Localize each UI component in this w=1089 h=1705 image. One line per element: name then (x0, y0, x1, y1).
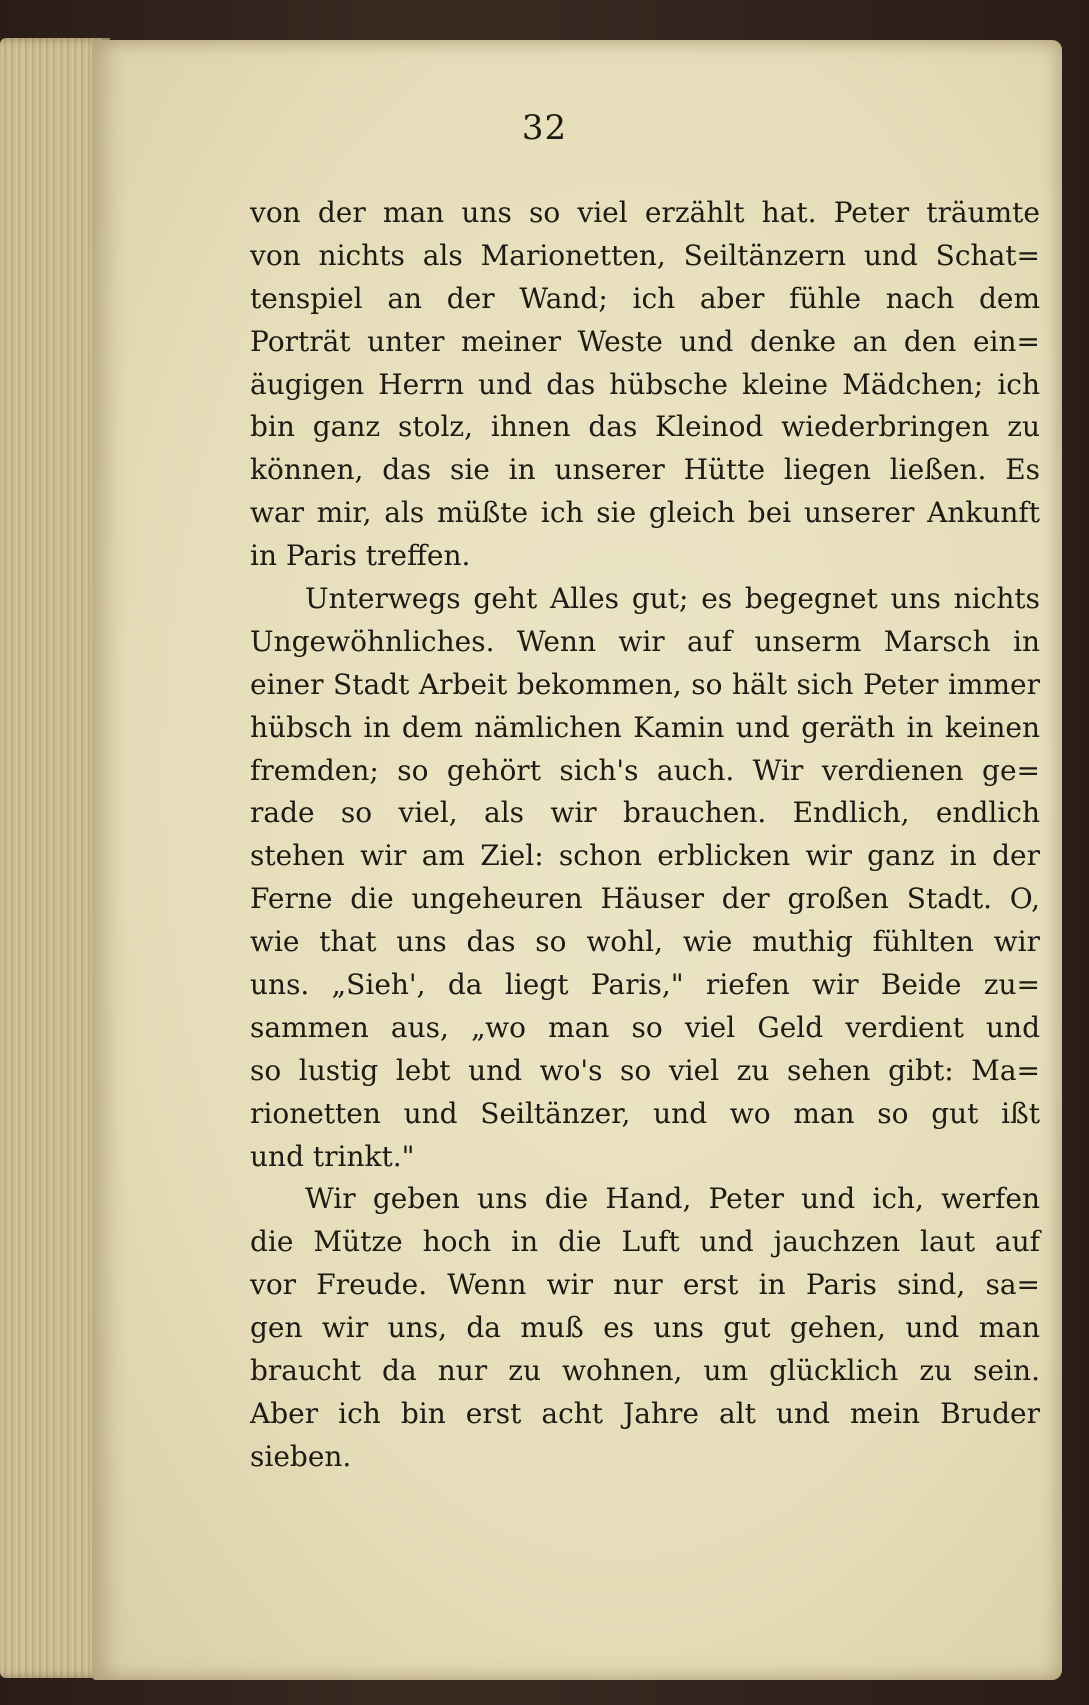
text-line: sieben. (250, 1439, 352, 1473)
text-line: von nichts als Marionetten, Seiltänzern und Schat= (250, 238, 1040, 272)
text-line: vor Freude. Wenn wir nur erst in Paris sind, sa= (250, 1268, 1040, 1302)
text-line: uns. „Sieh', da liegt Paris," riefen wir Beide zu= (250, 968, 1040, 1002)
page-number: 32 (521, 108, 568, 148)
text-line: fremden; so gehört sich's auch. Wir verdienen ge= (250, 753, 1040, 787)
text-line: wie that uns das so wohl, wie muthig fühlten wir (250, 925, 1040, 959)
text-line: die Mütze hoch in die Luft und jauchzen laut auf (250, 1225, 1040, 1259)
text-line: hübsch in dem nämlichen Kamin und geräth in keinen (250, 710, 1040, 744)
text-line: sammen aus, „wo man so viel Geld verdient und (250, 1010, 1040, 1044)
text-line: in Paris treffen. (250, 539, 471, 573)
text-line: stehen wir am Ziel: schon erblicken wir ganz in der (250, 839, 1040, 873)
text-line: Ungewöhnliches. Wenn wir auf unserm Marsch in (250, 624, 1040, 658)
text-line: Aber ich bin erst acht Jahre alt und mein Bruder (250, 1396, 1040, 1430)
text-line: Wir geben uns die Hand, Peter und ich, werfen (305, 1182, 1040, 1216)
text-line: war mir, als müßte ich sie gleich bei unserer Ankunft (250, 496, 1040, 530)
text-line: einer Stadt Arbeit bekommen, so hält sich Peter immer (250, 667, 1040, 701)
text-line: bin ganz stolz, ihnen das Kleinod wiederbringen zu (250, 410, 1040, 444)
text-line: gen wir uns, da muß es uns gut gehen, und man (250, 1311, 1040, 1345)
text-line: von der man uns so viel erzählt hat. Peter träumte (250, 196, 1040, 229)
text-line: Porträt unter meiner Weste und denke an den ein= (250, 324, 1040, 358)
text-line: und trinkt." (250, 1139, 415, 1173)
text-line: rionetten und Seiltänzer, und wo man so gut ißt (250, 1096, 1040, 1130)
body-text (250, 192, 1040, 1479)
text-line: braucht da nur zu wohnen, um glücklich zu sein. (250, 1354, 1040, 1388)
text-line: tenspiel an der Wand; ich aber fühle nach dem (250, 281, 1040, 315)
text-line: so lustig lebt und wo's so viel zu sehen gibt: Ma= (250, 1053, 1040, 1087)
text-line: Unterwegs geht Alles gut; es begegnet uns nichts (305, 582, 1040, 616)
text-line: können, das sie in unserer Hütte liegen ließen. Es (250, 453, 1040, 487)
text-line: rade so viel, als wir brauchen. Endlich, endlich (250, 796, 1040, 830)
text-line: Ferne die ungeheuren Häuser der großen Stadt. O, (250, 882, 1040, 916)
text-line: äugigen Herrn und das hübsche kleine Mädchen; ich (250, 367, 1040, 401)
